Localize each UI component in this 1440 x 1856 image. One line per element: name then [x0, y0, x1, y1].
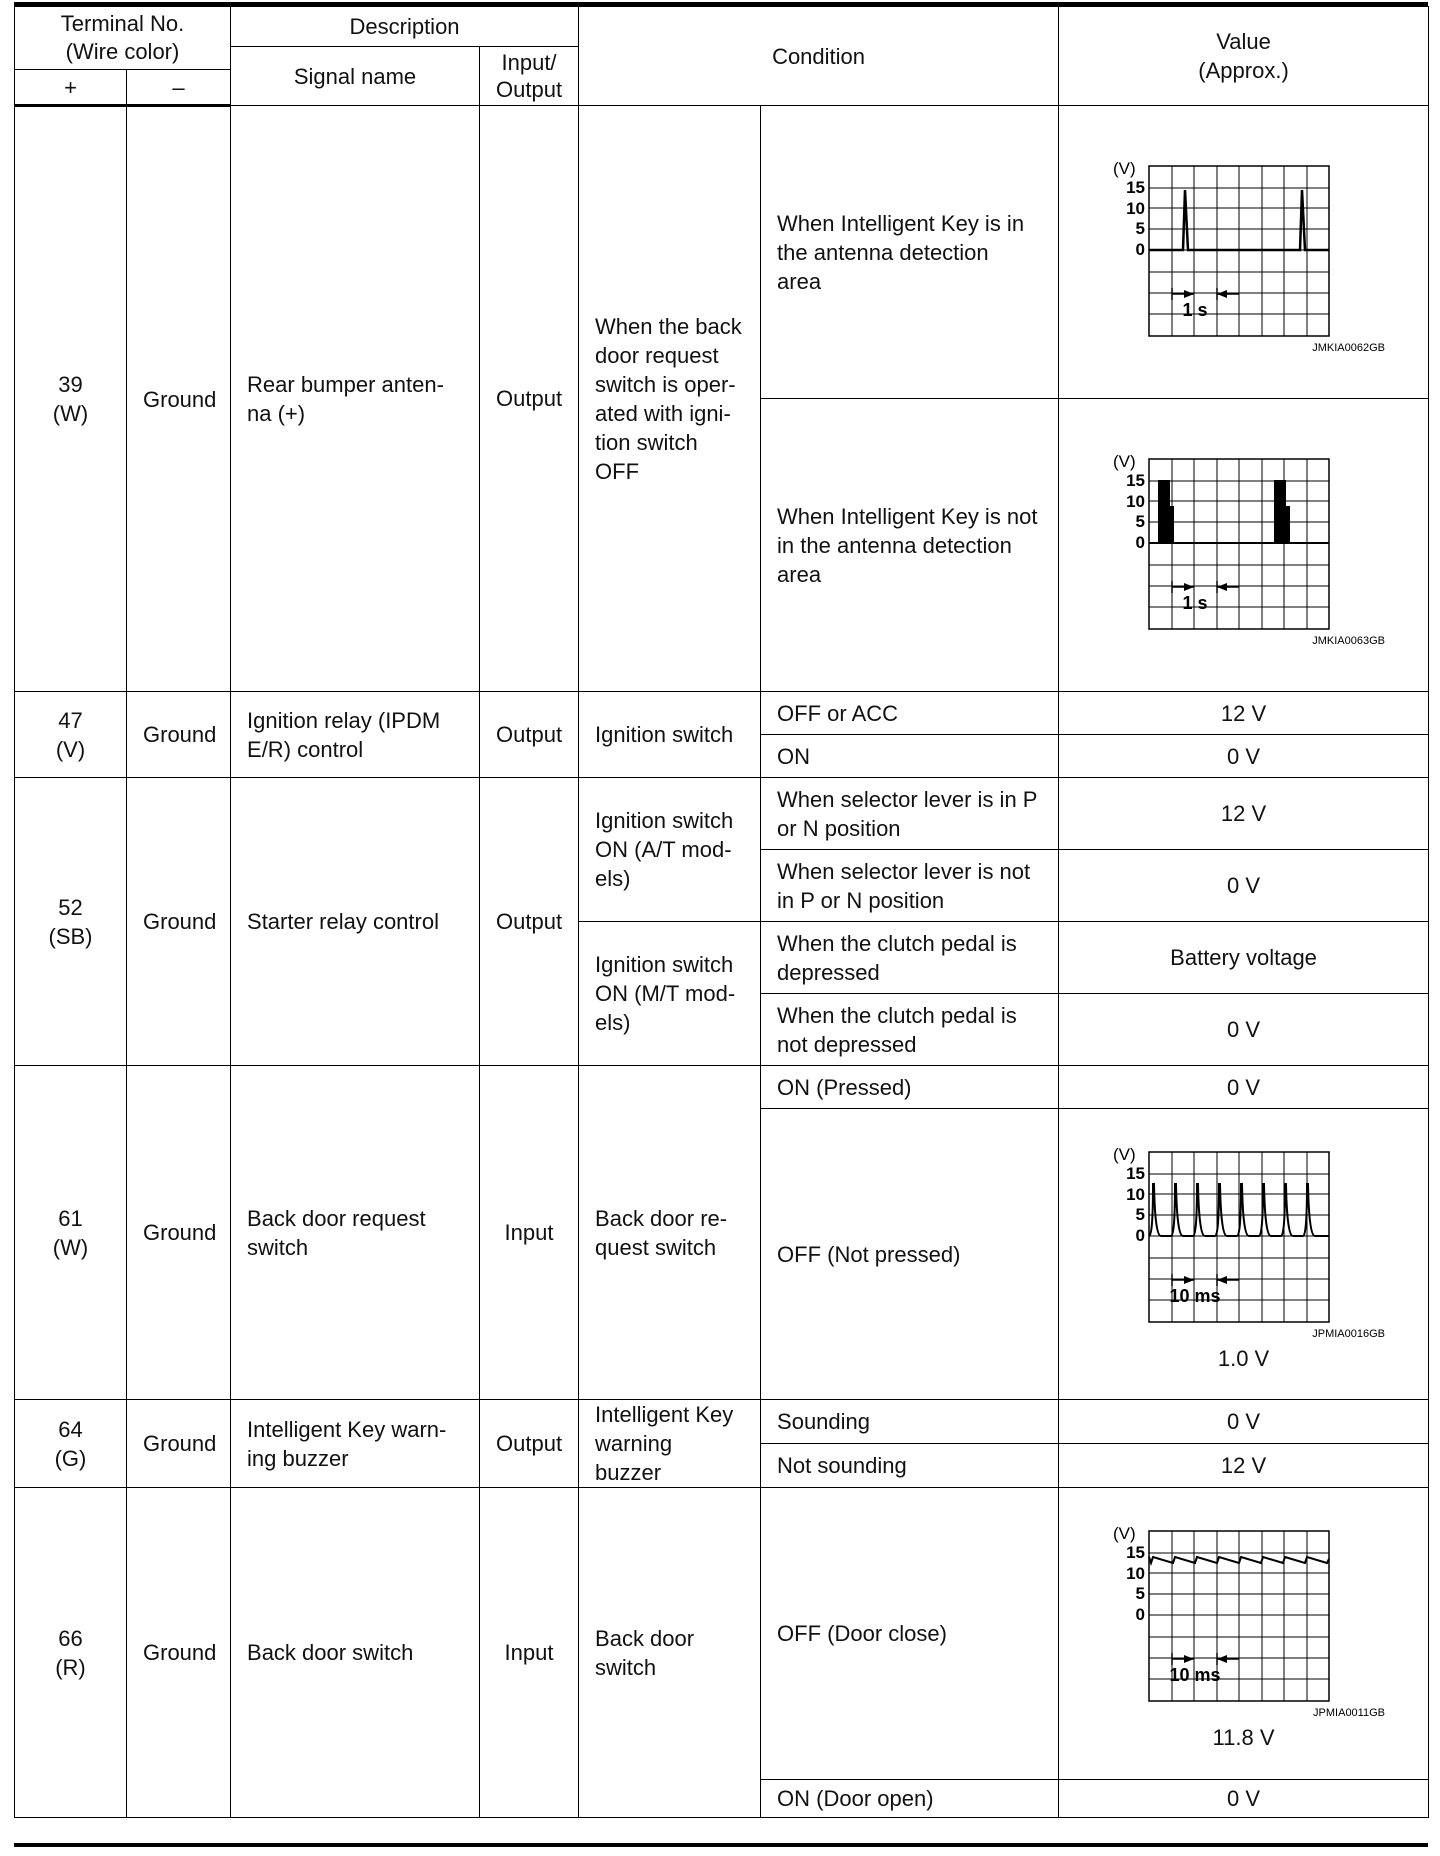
waveform-request-switch-off	[1099, 1140, 1389, 1340]
header-description: Description	[231, 7, 579, 47]
io-52: Output	[480, 778, 579, 1066]
ground-47: Ground	[127, 692, 231, 778]
wf-tick: 10	[1125, 1184, 1145, 1204]
wf-tick: 10	[1125, 1564, 1145, 1583]
value-52-3: Battery voltage	[1059, 922, 1429, 994]
wf-tick: 0	[1135, 240, 1145, 259]
wf-code: JMKIA0063GB	[1311, 635, 1385, 647]
value-47-2: 0 V	[1059, 735, 1429, 778]
sub-64-2: Not sounding	[761, 1444, 1059, 1488]
wf-scale: 10 ms	[1169, 1665, 1221, 1685]
wf-tick: 0	[1135, 1605, 1145, 1624]
signal-64: Intelligent Key warn- ing buzzer	[231, 1400, 480, 1488]
sub-64-1: Sounding	[761, 1400, 1059, 1444]
ground-61: Ground	[127, 1066, 231, 1400]
io-61: Input	[480, 1066, 579, 1400]
wf-code: JPMIA0016GB	[1311, 1327, 1385, 1340]
value-66-2: 0 V	[1059, 1780, 1429, 1818]
sub-47-2: ON	[761, 735, 1059, 778]
sub-52-1: When selector lever is in P or N position	[761, 778, 1059, 850]
wf-unit: (V)	[1112, 1524, 1136, 1543]
condition-61: Back door re- quest switch	[579, 1066, 761, 1400]
value-64-2: 12 V	[1059, 1444, 1429, 1488]
sub-47-1: OFF or ACC	[761, 692, 1059, 735]
wf-tick: 15	[1125, 1543, 1145, 1562]
io-66: Input	[480, 1488, 579, 1818]
condition-47: Ignition switch	[579, 692, 761, 778]
ground-39: Ground	[127, 106, 231, 692]
value-52-1: 12 V	[1059, 778, 1429, 850]
bottom-rule	[14, 1843, 1428, 1847]
value-66-1	[1059, 1488, 1429, 1780]
wf-unit: (V)	[1112, 452, 1136, 471]
wf-tick: 5	[1135, 1584, 1145, 1603]
wf-tick: 5	[1135, 512, 1145, 531]
sub-52-2: When selector lever is not in P or N position	[761, 850, 1059, 922]
wf-tick: 15	[1125, 1163, 1145, 1183]
value-52-4: 0 V	[1059, 994, 1429, 1066]
wf-scale: 1 s	[1182, 300, 1208, 320]
wf-tick: 5	[1135, 1204, 1145, 1224]
header-condition: Condition	[579, 7, 1059, 106]
terminal-66: 66 (R)	[15, 1488, 127, 1818]
io-64: Output	[480, 1400, 579, 1488]
header-value: Value (Approx.)	[1059, 7, 1429, 106]
waveform-door-close	[1099, 1519, 1389, 1719]
terminal-64: 64 (G)	[15, 1400, 127, 1488]
terminal-table	[14, 6, 1429, 1818]
wf-tick: 10	[1125, 492, 1145, 511]
wf-code: JMKIA0062GB	[1311, 342, 1385, 354]
header-terminal: Terminal No. (Wire color)	[15, 7, 231, 70]
header-signal-name: Signal name	[231, 47, 480, 106]
sub-61-1: ON (Pressed)	[761, 1066, 1059, 1109]
signal-52: Starter relay control	[231, 778, 480, 1066]
condition-66: Back door switch	[579, 1488, 761, 1818]
wf-tick: 15	[1125, 178, 1145, 197]
condition-39: When the back door request switch is oper- ated with igni- tion switch OFF	[579, 106, 761, 692]
sub-52-3: When the clutch pedal is depressed	[761, 922, 1059, 994]
header-minus: –	[127, 70, 231, 106]
wf-tick: 0	[1135, 1225, 1145, 1245]
ground-64: Ground	[127, 1400, 231, 1488]
wf-tick: 5	[1135, 219, 1145, 238]
wf-scale: 1 s	[1182, 593, 1208, 613]
value-52-2: 0 V	[1059, 850, 1429, 922]
terminal-39: 39 (W)	[15, 106, 127, 692]
io-39: Output	[480, 106, 579, 692]
waveform-antenna-not-in-area	[1099, 447, 1389, 647]
wf-scale: 10 ms	[1169, 1285, 1221, 1306]
header-input-output: Input/ Output	[480, 47, 579, 106]
io-47: Output	[480, 692, 579, 778]
signal-66: Back door switch	[231, 1488, 480, 1818]
sub-66-1: OFF (Door close)	[761, 1488, 1059, 1780]
value-39-2	[1059, 399, 1429, 692]
ground-52: Ground	[127, 778, 231, 1066]
terminal-47: 47 (V)	[15, 692, 127, 778]
sub-52-4: When the clutch pedal is not depressed	[761, 994, 1059, 1066]
wf-tick: 10	[1125, 199, 1145, 218]
value-47-1: 12 V	[1059, 692, 1429, 735]
sub-61-2: OFF (Not pressed)	[761, 1109, 1059, 1400]
waveform-antenna-in-area	[1099, 154, 1389, 354]
value-61-1: 0 V	[1059, 1066, 1429, 1109]
signal-47: Ignition relay (IPDM E/R) control	[231, 692, 480, 778]
wf-tick: 15	[1125, 471, 1145, 490]
terminal-61: 61 (W)	[15, 1066, 127, 1400]
value-61-2-text: 1.0 V	[1217, 1345, 1270, 1371]
sub-39-2: When Intelligent Key is not in the antenna detection area	[761, 399, 1059, 692]
wf-unit: (V)	[1112, 159, 1136, 178]
sub-39-1: When Intelligent Key is in the antenna detection area	[761, 106, 1059, 399]
wf-unit: (V)	[1112, 1144, 1136, 1164]
wf-tick: 0	[1135, 533, 1145, 552]
value-66-1-text: 11.8 V	[1212, 1725, 1275, 1750]
sub-66-2: ON (Door open)	[761, 1780, 1059, 1818]
header-plus: +	[15, 70, 127, 106]
condition-52-at: Ignition switch ON (A/T mod- els)	[579, 778, 761, 922]
condition-52-mt: Ignition switch ON (M/T mod- els)	[579, 922, 761, 1066]
value-39-1	[1059, 106, 1429, 399]
signal-39: Rear bumper anten- na (+)	[231, 106, 480, 692]
signal-61: Back door request switch	[231, 1066, 480, 1400]
value-61-2	[1059, 1109, 1429, 1400]
terminal-52: 52 (SB)	[15, 778, 127, 1066]
value-64-1: 0 V	[1059, 1400, 1429, 1444]
ground-66: Ground	[127, 1488, 231, 1818]
condition-64: Intelligent Key warning buzzer	[579, 1400, 761, 1488]
wf-code: JPMIA0011GB	[1312, 1707, 1385, 1719]
